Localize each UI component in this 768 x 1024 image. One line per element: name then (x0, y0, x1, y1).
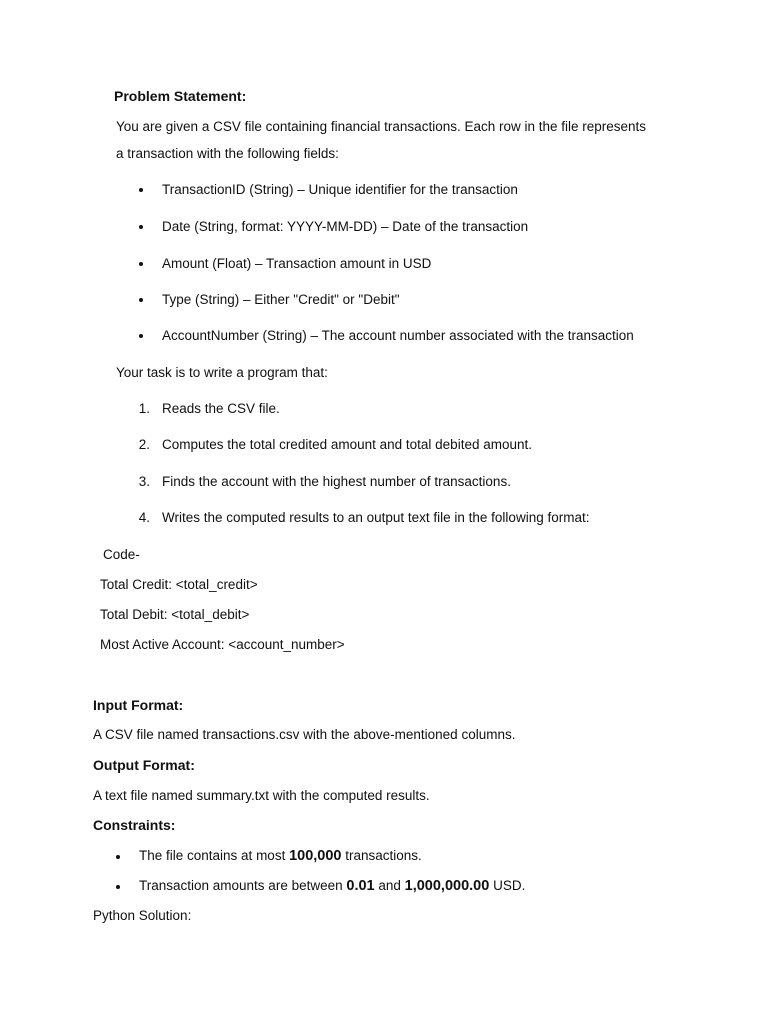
constraint-value: 100,000 (289, 848, 342, 864)
bullet-icon (139, 188, 143, 192)
field-item: Amount (Float) – Transaction amount in USD (162, 256, 432, 271)
python-solution-label: Python Solution: (93, 908, 192, 923)
field-item: TransactionID (String) – Unique identifier for the transaction (162, 182, 518, 197)
step-number: 2. (138, 437, 150, 452)
bullet-icon (116, 885, 120, 889)
constraint-text: USD. (489, 878, 526, 893)
constraint-text: and (374, 878, 405, 893)
field-item: Type (String) – Either "Credit" or "Debit" (162, 292, 400, 307)
constraint-text: The file contains at most (139, 848, 290, 863)
code-line-total-debit: Total Debit: <total_debit> (100, 607, 250, 622)
bullet-icon (139, 298, 143, 302)
step-item: Computes the total credited amount and total debited amount. (162, 437, 532, 452)
input-format-heading: Input Format: (93, 697, 184, 713)
bullet-icon (116, 855, 120, 859)
step-number: 1. (138, 401, 150, 416)
bullet-icon (139, 262, 143, 266)
field-item: AccountNumber (String) – The account number associated with the transaction (162, 328, 634, 343)
step-number: 3. (138, 474, 150, 489)
bullet-icon (139, 334, 143, 338)
constraints-heading: Constraints: (93, 817, 176, 833)
constraint-value: 1,000,000.00 (404, 878, 490, 894)
step-item: Reads the CSV file. (162, 401, 280, 416)
input-format-text: A CSV file named transactions.csv with the above-mentioned columns. (93, 727, 516, 742)
code-line-most-active: Most Active Account: <account_number> (100, 637, 345, 652)
step-number: 4. (138, 510, 150, 525)
bullet-icon (139, 225, 143, 229)
step-item: Finds the account with the highest number of transactions. (162, 474, 511, 489)
constraint-value: 0.01 (346, 878, 375, 894)
intro-line-1: You are given a CSV file containing financial transactions. Each row in the file represents (116, 119, 647, 134)
constraint-text: Transaction amounts are between (139, 878, 347, 893)
code-label: Code- (103, 547, 140, 562)
task-intro: Your task is to write a program that: (116, 365, 328, 380)
intro-line-2: a transaction with the following fields: (116, 146, 339, 161)
field-item: Date (String, format: YYYY-MM-DD) – Date of the transaction (162, 219, 529, 234)
step-item: Writes the computed results to an output text file in the following format: (162, 510, 590, 525)
constraint-item-amount-range (139, 877, 525, 895)
constraint-text: transactions. (341, 848, 422, 863)
problem-statement-heading: Problem Statement: (114, 88, 247, 104)
output-format-heading: Output Format: (93, 757, 195, 773)
code-line-total-credit: Total Credit: <total_credit> (100, 577, 258, 592)
output-format-text: A text file named summary.txt with the computed results. (93, 788, 430, 803)
constraint-item-max-transactions (139, 847, 422, 865)
